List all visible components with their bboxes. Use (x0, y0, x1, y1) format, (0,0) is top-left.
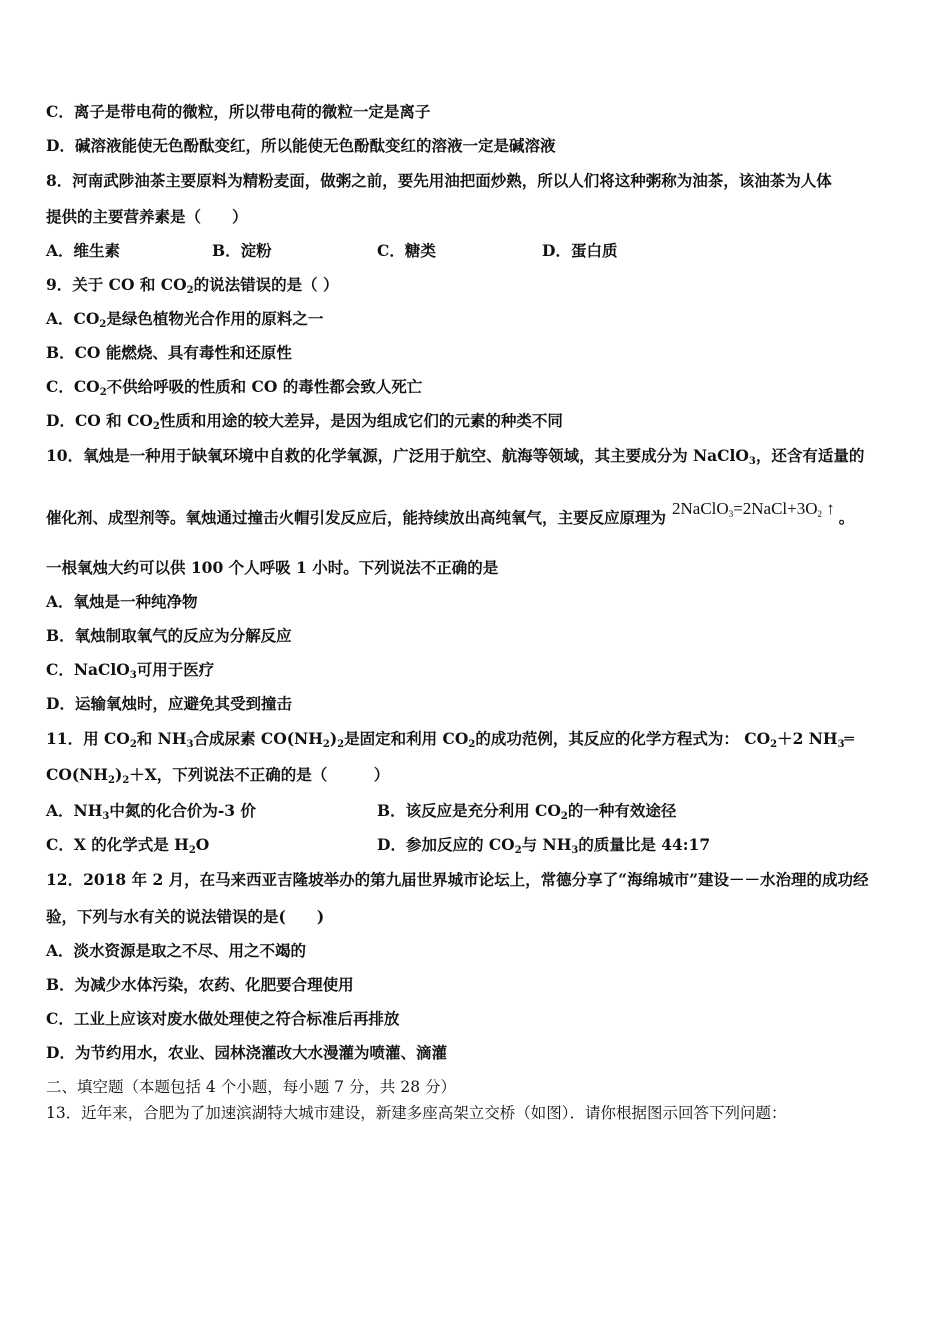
q10-option-c: C．NaClO$_3$可用于医疗 (46, 660, 215, 681)
q10-stem-line2: 催化剂、成型剂等。氧烛通过撞击火帽引发反应后，能持续放出高纯氧气，主要反应原理为 $2NaClO_3=2NaCl+3O_2$ ↑ 。 (46, 499, 855, 527)
q9-option-c: C．$CO_2$不供给呼吸的性质和 CO 的毒性都会致人死亡 (46, 377, 423, 398)
q12-option-d: D．为节约用水，农业、园林浇灌改大水漫灌为喷灌、滴灌 (46, 1043, 447, 1062)
q9-option-a: A．$CO_2$是绿色植物光合作用的原料之一 (46, 309, 324, 330)
q8-option-d: D．蛋白质 (542, 241, 618, 260)
q12-option-a: A．淡水资源是取之不尽、用之不竭的 (46, 941, 307, 960)
q8-option-b: B．淀粉 (212, 241, 272, 260)
q8-stem-line2: 提供的主要营养素是（ ） (46, 207, 248, 226)
q9-option-d: D．CO 和 $CO_2$性质和用途的较大差异，是因为组成它们的元素的种类不同 (46, 411, 563, 432)
q11-option-a: A．$NH_3$中氮的化合价为-3 价 (46, 801, 256, 822)
q9-option-b: B．CO 能燃烧、具有毒性和还原性 (46, 343, 292, 362)
q11-option-d: D．参加反应的 $CO_2$与 $NH_3$的质量比是 44:17 (377, 835, 711, 856)
q8-option-c: C．糖类 (377, 241, 436, 260)
q10-option-d: D．运输氧烛时，应避免其受到撞击 (46, 694, 292, 713)
q12-option-c: C．工业上应该对废水做处理使之符合标准后再排放 (46, 1009, 400, 1028)
q7-option-c: C．离子是带电荷的微粒，所以带电荷的微粒一定是离子 (46, 102, 431, 121)
q8-option-a: A．维生素 (46, 241, 121, 260)
q11-stem-line1: 11．用 $CO_2$和 $NH_3$合成尿素 $CO(NH_2)_2$是固定和利用 $CO_2$的成功范例，其反应的化学方程式为： $CO_2+2$ $NH_3═$ (46, 729, 854, 750)
q10-option-a: A．氧烛是一种纯净物 (46, 592, 198, 611)
q11-stem-line2: $CO(NH_2)_2+X$，下列说法不正确的是（ ） (46, 765, 390, 786)
q13-stem: 13．近年来，合肥为了加速滨湖特大城市建设，新建多座高架立交桥（如图）．请你根据图示回答下列问题： (46, 1104, 787, 1122)
q10-stem-line1: 10．氧烛是一种用于缺氧环境中自救的化学氧源，广泛用于航空、航海等领域，其主要成分为 NaClO$_3$，还含有适量的 (46, 446, 865, 467)
q12-stem-line2: 验，下列与水有关的说法错误的是( ) (46, 907, 325, 926)
q10-stem-line3: 一根氧烛大约可以供 100 个人呼吸 1 小时。下列说法不正确的是 (46, 558, 499, 577)
q11-option-c: C．X 的化学式是 $H_2O$ (46, 835, 210, 856)
q11-option-b: B．该反应是充分利用 $CO_2$的一种有效途径 (377, 801, 677, 822)
q12-option-b: B．为减少水体污染，农药、化肥要合理使用 (46, 975, 354, 994)
section-heading: 二、填空题（本题包括 4 个小题，每小题 7 分，共 28 分） (46, 1078, 457, 1096)
q9-stem: 9．关于 CO 和 $CO_2$的说法错误的是（ ） (46, 275, 339, 296)
q7-option-d: D．碱溶液能使无色酚酞变红，所以能使无色酚酞变红的溶液一定是碱溶液 (46, 136, 556, 155)
q10-option-b: B．氧烛制取氧气的反应为分解反应 (46, 626, 292, 645)
q12-stem-line1: 12．2018 年 2 月，在马来西亚吉隆坡举办的第九届世界城市论坛上，常德分享了“海绵城市”建设－－水治理的成功经 (46, 870, 869, 889)
reaction-equation: $2NaClO_3=2NaCl+3O_2$ ↑ (672, 499, 835, 519)
q8-stem-line1: 8．河南武陟油茶主要原料为精粉麦面，做粥之前，要先用油把面炒熟，所以人们将这种粥称为油茶，该油茶为人体 (46, 171, 832, 190)
